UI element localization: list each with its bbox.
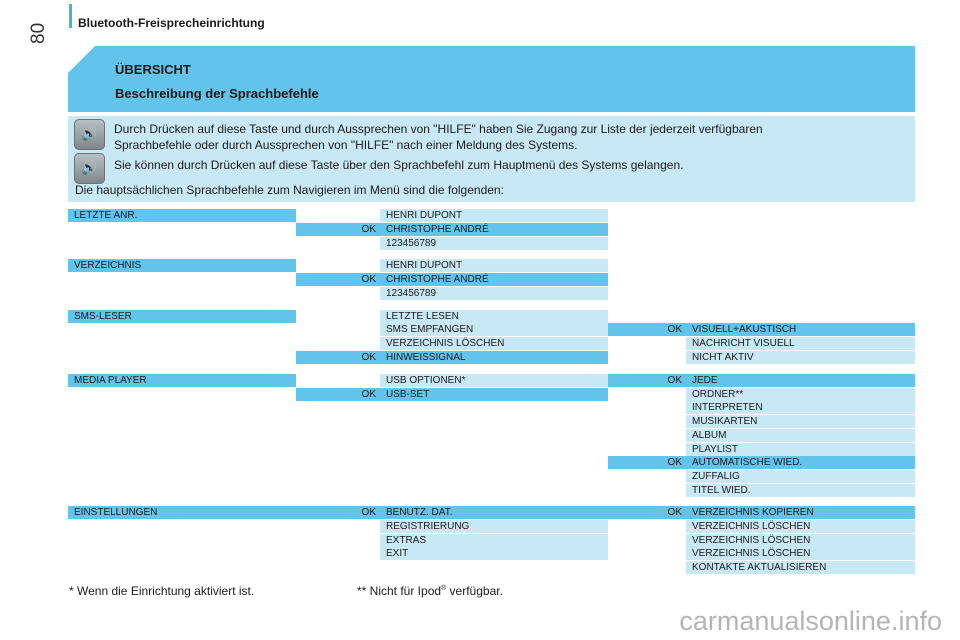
menu-third-item: ZUFFALIG [686, 470, 915, 483]
ok-connector: OK [296, 388, 380, 401]
menu-sub-item: SMS EMPFANGEN [380, 323, 608, 336]
ok-connector: OK [608, 456, 686, 469]
menu-third-item: PLAYLIST [686, 443, 915, 456]
speaker-icon: 🔊 [81, 160, 98, 175]
menu-main-media-player: MEDIA PLAYER [68, 374, 296, 387]
menu-sub-item: LETZTE LESEN [380, 310, 608, 323]
menu-sub-item: HINWEISSIGNAL [380, 351, 608, 364]
menu-sub-item: 123456789 [380, 287, 608, 300]
menu-sub-item: EXIT [380, 547, 608, 560]
menu-third-item: AUTOMATISCHE WIED. [686, 456, 915, 469]
watermark: carmanualsonline.info [679, 606, 942, 636]
info-text-help-2: Sprachbefehle oder durch Aussprechen von "HILFE" nach einer Meldung des Systems. [114, 138, 578, 152]
section-title: ÜBERSICHT [115, 62, 191, 77]
menu-third-item: VERZEICHNIS LÖSCHEN [686, 547, 915, 560]
ok-connector: OK [296, 506, 380, 519]
menu-sub-item: CHRISTOPHE ANDRÉ [380, 223, 608, 236]
voice-command-button-icon [74, 119, 105, 150]
voice-command-button-icon [74, 153, 105, 184]
menu-sub-item: HENRI DUPONT [380, 259, 608, 272]
menu-sub-item: VERZEICHNIS LÖSCHEN [380, 337, 608, 350]
info-text-intro: Die hauptsächlichen Sprachbefehle zum Navigieren im Menü sind die folgenden: [75, 183, 504, 197]
menu-third-item: VERZEICHNIS LÖSCHEN [686, 520, 915, 533]
menu-sub-item: 123456789 [380, 237, 608, 250]
page-number: 80 [28, 22, 49, 44]
speaker-icon: 🔊 [81, 126, 98, 141]
menu-third-item: MUSIKARTEN [686, 415, 915, 428]
menu-third-item: VERZEICHNIS LÖSCHEN [686, 534, 915, 547]
menu-sub-item: REGISTRIERUNG [380, 520, 608, 533]
menu-third-item: VISUELL+AKUSTISCH [686, 323, 915, 336]
menu-sub-item: EXTRAS [380, 534, 608, 547]
ok-connector: OK [608, 323, 686, 336]
menu-main-letzte-anr: LETZTE ANR. [68, 209, 296, 222]
menu-third-item: JEDE [686, 374, 915, 387]
menu-third-item: VERZEICHNIS KOPIEREN [686, 506, 915, 519]
menu-third-item: NACHRICHT VISUELL [686, 337, 915, 350]
menu-third-item: ALBUM [686, 429, 915, 442]
chapter-accent-bar [69, 4, 72, 28]
menu-sub-item: HENRI DUPONT [380, 209, 608, 222]
info-text-help-1: Durch Drücken auf diese Taste und durch Aussprechen von "HILFE" haben Sie Zugang zur Liste der jederzeit verfügbaren [114, 122, 763, 136]
section-header-band [68, 46, 915, 112]
menu-main-einstellungen: EINSTELLUNGEN [68, 506, 296, 519]
menu-third-item: ORDNER** [686, 388, 915, 401]
section-subtitle: Beschreibung der Sprachbefehle [115, 86, 319, 101]
ok-connector: OK [296, 273, 380, 286]
chapter-title: Bluetooth-Freisprecheinrichtung [78, 16, 265, 30]
menu-sub-item: USB OPTIONEN* [380, 374, 608, 387]
menu-sub-item: BENUTZ. DAT. [380, 506, 608, 519]
ok-connector: OK [608, 506, 686, 519]
menu-main-verzeichnis: VERZEICHNIS [68, 259, 296, 272]
info-text-mainmenu: Sie können durch Drücken auf diese Taste über den Sprachbefehl zum Hauptmenü des Systems gelangen. [114, 158, 684, 172]
menu-third-item: KONTAKTE AKTUALISIEREN [686, 561, 915, 574]
ok-connector: OK [608, 374, 686, 387]
menu-main-sms-leser: SMS-LESER [68, 310, 296, 323]
footnote-1: * Wenn die Einrichtung aktiviert ist. [69, 584, 255, 598]
menu-third-item: NICHT AKTIV [686, 351, 915, 364]
menu-third-item: TITEL WIED. [686, 484, 915, 497]
footnote-2: ** Nicht für Ipod® verfügbar. [357, 584, 503, 598]
ok-connector: OK [296, 223, 380, 236]
menu-sub-item: CHRISTOPHE ANDRÉ [380, 273, 608, 286]
menu-sub-item: USB-SET [380, 388, 608, 401]
ok-connector: OK [296, 351, 380, 364]
menu-third-item: INTERPRETEN [686, 401, 915, 414]
